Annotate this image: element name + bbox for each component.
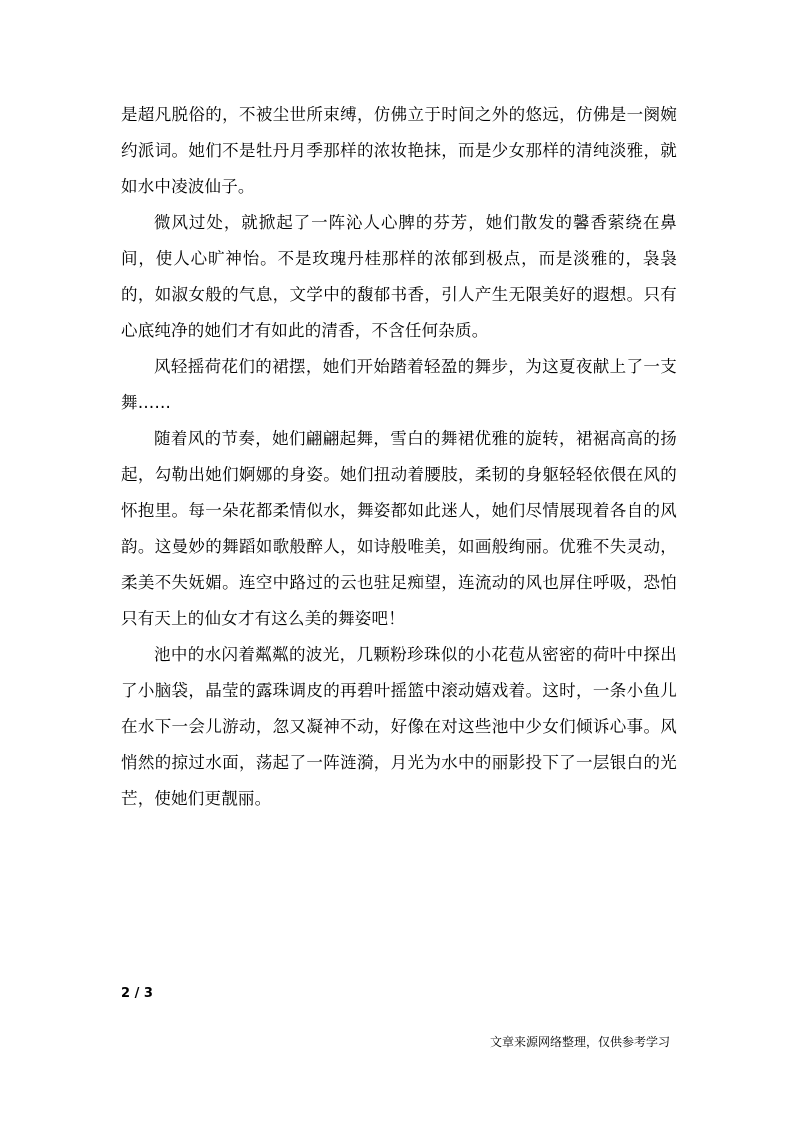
footer-note: 文章来源网络整理，仅供参考学习 — [489, 1035, 670, 1049]
paragraph-pond: 池中的水闪着粼粼的波光，几颗粉珍珠似的小花苞从密密的荷叶中探出了小脑袋，晶莹的露珠调皮的再碧叶摇篮中滚动嬉戏着。这时，一条小鱼儿在水下一会儿游动，忽又凝神不动，好像在对这些池中少女们倾诉心事。风悄然的掠过水面，荡起了一阵涟漪，月光为水中的丽影投下了一层银白的光芒，使她们更靓丽。 — [121, 645, 677, 808]
paragraph-dance: 随着风的节奏，她们翩翩起舞，雪白的舞裙优雅的旋转，裙裾高高的扬起，勾勒出她们婀娜的身姿。她们扭动着腰肢，柔韧的身躯轻轻依偎在风的怀抱里。每一朵花都柔情似水，舞姿都如此迷人，她们尽情展现着各自的风韵。这曼妙的舞蹈如歌般醉人，如诗般唯美，如画般绚丽。优雅不失灵动，柔美不失妩媚。连空中路过的云也驻足痴望，连流动的风也屏住呼吸，恐怕只有天上的仙女才有这么美的舞姿吧！ — [121, 429, 677, 628]
paragraph-continuation: 是超凡脱俗的，不被尘世所束缚，仿佛立于时间之外的悠远，仿佛是一阕婉约派词。她们不是牡丹月季那样的浓妆艳抹，而是少女那样的清纯淡雅，就如水中凌波仙子。 — [121, 105, 677, 196]
paragraph-fragrance: 微风过处，就掀起了一阵沁人心脾的芬芳，她们散发的馨香萦绕在鼻间，使人心旷神怡。不是玫瑰丹桂那样的浓郁到极点，而是淡雅的，袅袅的，如淑女般的气息，文学中的馥郁书香，引人产生无限美好的遐想。只有心底纯净的她们才有如此的清香，不含任何杂质。 — [121, 213, 677, 340]
paragraph-dance-intro: 风轻摇荷花们的裙摆，她们开始踏着轻盈的舞步，为这夏夜献上了一支舞…… — [121, 357, 677, 412]
page-number: 2 / 3 — [121, 986, 153, 1001]
article-body — [121, 97, 677, 817]
